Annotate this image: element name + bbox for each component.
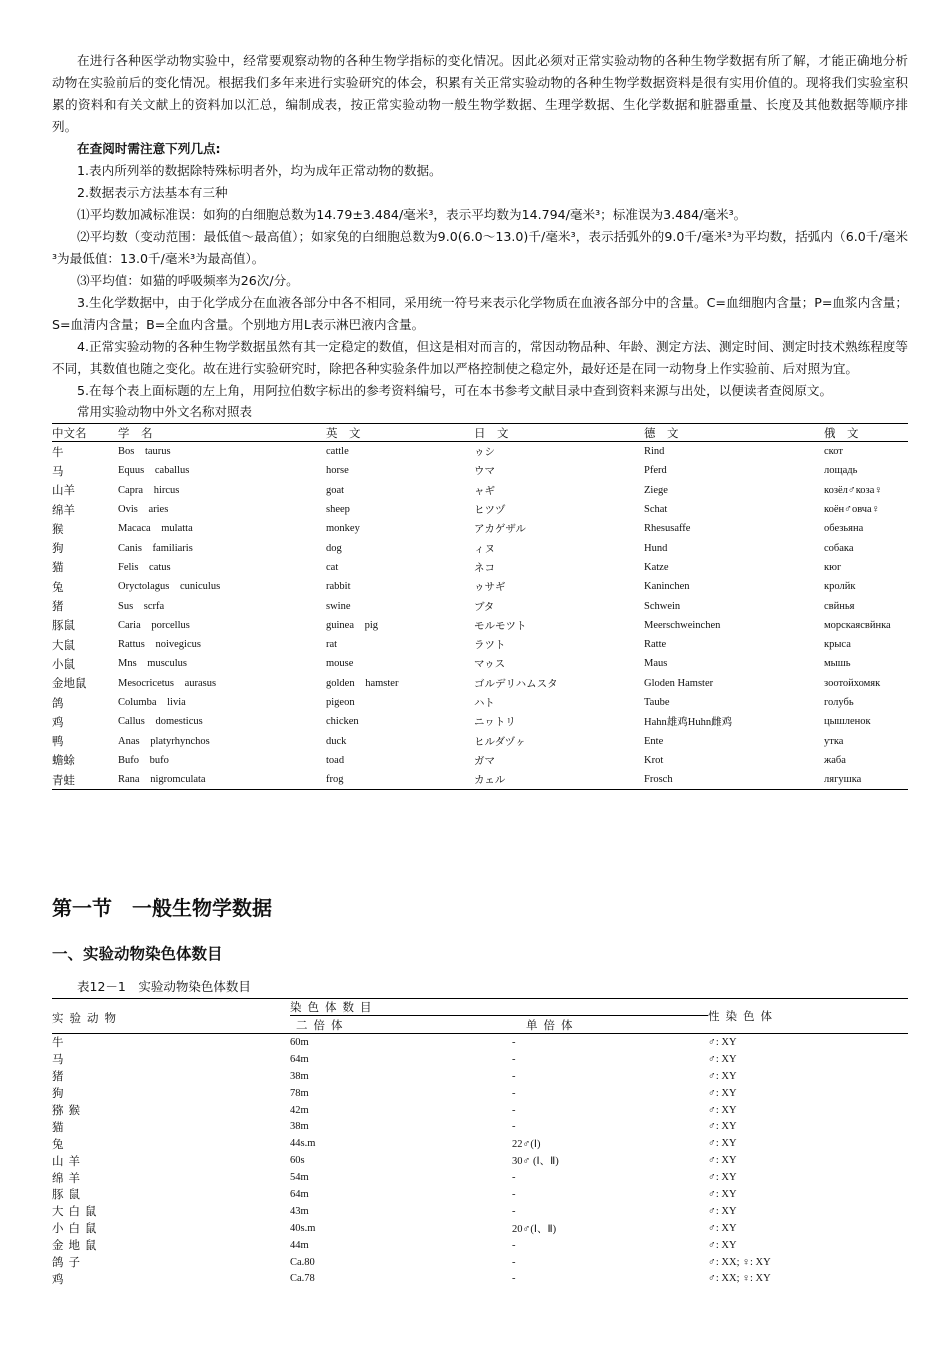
sex-chromosome-cell: ♂: XY <box>708 1070 737 1082</box>
japanese-name-cell: カェル <box>474 774 506 787</box>
german-name-cell: Rhesusaffe <box>644 523 691 535</box>
japanese-name-cell: ハト <box>474 697 495 709</box>
latin-name-cell: Macaca mulatta <box>118 523 193 535</box>
chinese-name-cell: 马 <box>52 463 64 478</box>
german-name-cell: Katze <box>644 561 669 573</box>
latin-name-cell: Bufo bufo <box>118 754 169 766</box>
animal-cell: 小白鼠 <box>52 1221 102 1236</box>
latin-name-cell: Mesocricetus aurasus <box>118 677 217 689</box>
table-row <box>52 1102 908 1119</box>
animal-cell: 猕猴 <box>52 1103 85 1117</box>
russian-name-cell: коён♂овча♀ <box>824 504 880 516</box>
diploid-cell: 38m <box>290 1121 309 1133</box>
animal-cell: 鸽子 <box>52 1255 85 1270</box>
english-name-cell: monkey <box>326 523 360 535</box>
latin-name-cell: Bos taurus <box>118 446 171 458</box>
animal-cell: 猪 <box>52 1069 69 1084</box>
latin-name-cell: Felis catus <box>118 561 171 573</box>
chinese-name-cell: 猫 <box>52 560 64 575</box>
german-name-cell: Ratte <box>644 639 667 651</box>
note-2c: ⑶平均值：如猫的呼吸频率为26次/分。 <box>77 273 299 288</box>
haploid-cell: - <box>512 1104 516 1116</box>
latin-name-cell: Sus scrfa <box>118 600 165 612</box>
animal-cell: 猫 <box>52 1119 69 1134</box>
chinese-name-cell: 兔 <box>52 579 64 594</box>
diploid-cell: 42m <box>290 1104 309 1116</box>
header-sex-chromosome: 性染色体 <box>708 999 908 1034</box>
table-row <box>52 635 908 654</box>
latin-name-cell: Ovis aries <box>118 504 169 516</box>
page <box>52 50 908 790</box>
japanese-name-cell: ヒツヅ <box>474 504 506 517</box>
animal-cell: 金地鼠 <box>52 1238 102 1253</box>
chinese-name-cell: 金地鼠 <box>52 676 87 691</box>
japanese-name-cell: アカゲザル <box>474 523 526 536</box>
latin-name-cell: Rattus noivegicus <box>118 639 201 651</box>
russian-name-cell: кролйк <box>824 581 856 593</box>
english-name-cell: rabbit <box>326 581 351 593</box>
animal-cell: 兔 <box>52 1136 69 1151</box>
table-row <box>52 1186 908 1203</box>
english-name-cell: golden hamster <box>326 677 399 689</box>
table-row <box>52 442 908 462</box>
latin-name-cell: Callus domesticus <box>118 716 203 728</box>
japanese-name-cell: ヒルダヅヶ <box>474 735 526 748</box>
english-name-cell: pigeon <box>326 697 355 708</box>
diploid-cell: 54m <box>290 1172 309 1184</box>
haploid-cell: - <box>512 1121 516 1133</box>
russian-name-cell: морскаясвйнка <box>824 619 891 631</box>
diploid-cell: 60m <box>290 1036 309 1048</box>
section-title: 第一节 一般生物学数据 <box>52 896 272 920</box>
russian-name-cell: свйнья <box>824 600 855 612</box>
latin-name-cell: Equus caballus <box>118 465 190 477</box>
latin-name-cell: Columba livia <box>118 697 186 708</box>
haploid-cell: 22♂(Ⅰ) <box>512 1138 541 1150</box>
haploid-cell: 20♂(Ⅰ、Ⅱ) <box>512 1223 557 1235</box>
sex-chromosome-cell: ♂: XY <box>708 1222 737 1234</box>
header-chinese: 中文名 <box>52 424 118 442</box>
table-row <box>52 731 908 750</box>
animal-names-table <box>52 423 908 790</box>
german-name-cell: Taube <box>644 697 670 708</box>
chinese-name-cell: 鸭 <box>52 734 64 749</box>
german-name-cell: Hahn雄鸡Huhn雌鸡 <box>644 717 733 729</box>
english-name-cell: chicken <box>326 716 359 728</box>
japanese-name-cell: ゴルデリハムスタ <box>474 677 558 690</box>
names-table-body <box>52 442 908 790</box>
animal-cell: 鸡 <box>52 1271 69 1286</box>
chinese-name-cell: 蟾蜍 <box>52 753 75 768</box>
japanese-name-cell: ラツト <box>474 639 506 652</box>
russian-name-cell: козёл♂коза♀ <box>824 484 883 496</box>
english-name-cell: duck <box>326 735 347 747</box>
russian-name-cell: обезьяна <box>824 523 864 535</box>
russian-name-cell: лягушка <box>824 774 862 786</box>
haploid-cell: - <box>512 1036 516 1048</box>
russian-name-cell: голубь <box>824 697 854 708</box>
table-row <box>52 1203 908 1220</box>
table-row <box>52 693 908 712</box>
note-3: 3.生化学数据中，由于化学成分在血液各部分中各不相同，采用统一符号来表示化学物质在血液各部分中的含量。C=血细胞内含量；P=血浆内含量；S=血清内含量；B=全血内含量。个别地方用L表示淋巴液内含量。 <box>52 295 908 332</box>
diploid-cell: 78m <box>290 1087 309 1099</box>
table-row <box>52 577 908 596</box>
table-row <box>52 481 908 500</box>
german-name-cell: Ziege <box>644 484 668 496</box>
english-name-cell: guinea pig <box>326 619 379 631</box>
table-row <box>52 1237 908 1254</box>
note-2a: ⑴平均数加减标准误：如狗的白细胞总数为14.79±3.484/毫米³，表示平均数为14.794/毫米³；标准误为3.484/毫米³。 <box>77 207 747 222</box>
german-name-cell: Krot <box>644 754 664 766</box>
english-name-cell: dog <box>326 542 342 554</box>
diploid-cell: Ca.78 <box>290 1273 315 1285</box>
sex-chromosome-cell: ♂: XY <box>708 1053 737 1065</box>
table-row <box>52 558 908 577</box>
header-chromosome-count: 染色体数目 <box>290 999 708 1016</box>
haploid-cell: - <box>512 1205 516 1217</box>
german-name-cell: Schat <box>644 504 668 516</box>
note-2: 2.数据表示方法基本有三种 <box>77 185 228 200</box>
german-name-cell: Schwein <box>644 600 681 612</box>
japanese-name-cell: モルモツト <box>474 619 527 632</box>
notes-heading: 在查阅时需注意下列几点: <box>77 141 221 156</box>
haploid-cell: - <box>512 1172 516 1184</box>
sex-chromosome-cell: ♂: XY <box>708 1121 737 1133</box>
chinese-name-cell: 大鼠 <box>52 637 75 652</box>
russian-name-cell: жаба <box>824 754 846 766</box>
english-name-cell: cattle <box>326 446 349 458</box>
german-name-cell: Hund <box>644 542 668 554</box>
table-row <box>52 596 908 615</box>
sex-chromosome-cell: ♂: XY <box>708 1138 737 1150</box>
chinese-name-cell: 鸽 <box>52 695 64 710</box>
diploid-cell: 64m <box>290 1053 309 1065</box>
note-4: 4.正常实验动物的各种生物学数据虽然有其一定稳定的数值，但这是相对而言的，常因动物品种、年龄、测定方法、测定时间、测定时技术熟练程度等不同，其数值也随之变化。故在进行实验研究时，除把各种实验条件加以严格控制使之稳定外，最好还是在同一动物身上作实验前、后对照为宜。 <box>52 339 908 376</box>
latin-name-cell: Capra hircus <box>118 484 180 496</box>
chinese-name-cell: 山羊 <box>52 483 75 498</box>
german-name-cell: Kaninchen <box>644 581 690 593</box>
intro-paragraph: 在进行各种医学动物实验中，经常要观察动物的各种生物学指标的变化情况。因此必须对正常实验动物的各种生物学数据有所了解，才能正确地分析动物在实验前后的变化情况。根据我们多年来进行实验研究的体会，积累有关正常实验动物的各种生物学数据资料是很有实用价值的。现将我们实验室积累的资料和有关文献上的资料加以汇总，编制成表，按正常实验动物一般生物学数据、生理学数据、生化学数据和脏器重量、长度及其他数据等顺序排列。 <box>52 53 908 134</box>
english-name-cell: toad <box>326 754 345 766</box>
japanese-name-cell: ニヮトリ <box>474 716 516 729</box>
haploid-cell: - <box>512 1087 516 1099</box>
animal-cell: 牛 <box>52 1035 69 1050</box>
sex-chromosome-cell: ♂: XX; ♀: XY <box>708 1273 771 1285</box>
table-row <box>52 1270 908 1287</box>
haploid-cell: - <box>512 1188 516 1200</box>
english-name-cell: cat <box>326 561 339 573</box>
chinese-name-cell: 狗 <box>52 541 64 556</box>
table-row <box>52 1254 908 1271</box>
russian-name-cell: собака <box>824 542 854 554</box>
russian-name-cell: мышь <box>824 658 851 670</box>
note-5: 5.在每个表上面标题的左上角，用阿拉伯数字标出的参考资料编号，可在本书参考文献目录中查到资料来源与出处，以便读者查阅原文。 <box>77 383 833 398</box>
header-animal: 实验动物 <box>52 999 290 1034</box>
latin-name-cell: Anas platyrhynchos <box>118 735 210 747</box>
japanese-name-cell: ブタ <box>474 600 495 613</box>
header-german: 德 文 <box>644 424 824 442</box>
table-row <box>52 461 908 480</box>
russian-name-cell: утка <box>824 735 844 747</box>
sex-chromosome-cell: ♂: XY <box>708 1155 737 1167</box>
haploid-cell: - <box>512 1273 516 1285</box>
animal-cell: 绵羊 <box>52 1170 85 1185</box>
japanese-name-cell: ャギ <box>474 484 495 497</box>
table-row <box>52 770 908 790</box>
english-name-cell: swine <box>326 600 351 612</box>
sex-chromosome-cell: ♂: XY <box>708 1104 737 1116</box>
haploid-cell: - <box>512 1256 516 1268</box>
latin-name-cell: Canis familiaris <box>118 542 193 554</box>
haploid-cell: 30♂ (Ⅰ、Ⅱ) <box>512 1156 559 1168</box>
latin-name-cell: Caria porcellus <box>118 619 190 631</box>
sex-chromosome-cell: ♂: XY <box>708 1239 737 1251</box>
russian-name-cell: зоотойхомяк <box>824 677 881 689</box>
sex-chromosome-cell: ♂: XX; ♀: XY <box>708 1256 771 1268</box>
table-row <box>52 1118 908 1135</box>
header-japanese: 日 文 <box>474 424 644 442</box>
japanese-name-cell: ネコ <box>474 561 495 574</box>
chinese-name-cell: 猪 <box>52 599 64 614</box>
chromosome-table <box>52 998 908 1287</box>
chinese-name-cell: 豚鼠 <box>52 618 75 633</box>
sex-chromosome-cell: ♂: XY <box>708 1205 737 1217</box>
english-name-cell: mouse <box>326 658 354 670</box>
english-name-cell: rat <box>326 639 338 651</box>
german-name-cell: Ente <box>644 735 664 747</box>
names-table-header <box>52 424 908 442</box>
header-english: 英 文 <box>326 424 474 442</box>
german-name-cell: Frosch <box>644 774 673 786</box>
russian-name-cell: лощадь <box>824 465 858 477</box>
japanese-name-cell: ウマ <box>474 465 495 478</box>
table-row <box>52 1085 908 1102</box>
diploid-cell: 44m <box>290 1239 309 1251</box>
animal-cell: 大白鼠 <box>52 1204 102 1219</box>
diploid-cell: 40s.m <box>290 1222 316 1234</box>
german-name-cell: Rind <box>644 446 665 458</box>
subsection-title: 一、实验动物染色体数目 <box>52 945 223 963</box>
japanese-name-cell: ゥサギ <box>474 581 506 594</box>
sex-chromosome-cell: ♂: XY <box>708 1188 737 1200</box>
table-row <box>52 500 908 519</box>
russian-name-cell: крыса <box>824 639 851 651</box>
table-row <box>52 616 908 635</box>
table-row <box>52 1034 908 1051</box>
chromosome-table-body <box>52 1034 908 1288</box>
english-name-cell: sheep <box>326 504 350 516</box>
japanese-name-cell: ィヌ <box>474 542 495 555</box>
diploid-cell: 38m <box>290 1070 309 1082</box>
german-name-cell: Pferd <box>644 465 667 477</box>
german-name-cell: Gloden Hamster <box>644 677 714 689</box>
diploid-cell: Ca.80 <box>290 1256 315 1268</box>
chinese-name-cell: 牛 <box>52 444 64 459</box>
table-row <box>52 1152 908 1169</box>
table-row <box>52 1135 908 1152</box>
table-row <box>52 712 908 731</box>
chromosome-table-caption: 表12－1 实验动物染色体数目 <box>77 979 251 994</box>
table-row <box>52 538 908 557</box>
names-table-caption: 常用实验动物中外文名称对照表 <box>77 404 253 419</box>
table-row <box>52 1051 908 1068</box>
table-row <box>52 519 908 538</box>
header-russian: 俄 文 <box>824 424 908 442</box>
table-row <box>52 654 908 673</box>
table-row <box>52 674 908 693</box>
sex-chromosome-cell: ♂: XY <box>708 1036 737 1048</box>
animal-cell: 马 <box>52 1052 69 1067</box>
table-row <box>52 1169 908 1186</box>
russian-name-cell: скот <box>824 446 843 458</box>
haploid-cell: - <box>512 1239 516 1251</box>
table-row <box>52 751 908 770</box>
diploid-cell: 43m <box>290 1205 309 1217</box>
animal-cell: 狗 <box>52 1086 69 1101</box>
latin-name-cell: Oryctolagus cuniculus <box>118 581 221 593</box>
note-1: 1.表内所列举的数据除特殊标明者外，均为成年正常动物的数据。 <box>77 163 442 178</box>
table-row <box>52 1068 908 1085</box>
japanese-name-cell: ガマ <box>474 754 495 767</box>
chinese-name-cell: 猴 <box>52 521 64 536</box>
animal-cell: 山羊 <box>52 1153 85 1168</box>
russian-name-cell: цышленок <box>824 716 871 728</box>
japanese-name-cell: マゥス <box>474 658 506 671</box>
haploid-cell: - <box>512 1053 516 1065</box>
animal-cell: 豚鼠 <box>52 1187 85 1202</box>
header-haploid: 单倍体 <box>512 1016 708 1034</box>
diploid-cell: 64m <box>290 1188 309 1200</box>
german-name-cell: Maus <box>644 658 668 670</box>
sex-chromosome-cell: ♂: XY <box>708 1087 737 1099</box>
latin-name-cell: Mns musculus <box>118 658 187 670</box>
german-name-cell: Meerschweinchen <box>644 619 721 631</box>
note-2b: ⑵平均数（变动范围：最低值～最高值）；如家兔的白细胞总数为9.0(6.0～13.0)千/毫米³，表示括弧外的9.0千/毫米³为平均数，括弧内（6.0千/毫米³为最低值：13.0千/毫米³为最高值）。 <box>52 229 908 266</box>
english-name-cell: goat <box>326 484 345 496</box>
chinese-name-cell: 绵羊 <box>52 502 75 517</box>
header-diploid: 二倍体 <box>290 1016 512 1034</box>
chinese-name-cell: 青蛙 <box>52 772 75 787</box>
english-name-cell: horse <box>326 465 349 477</box>
diploid-cell: 60s <box>290 1155 305 1167</box>
table-row <box>52 1220 908 1237</box>
diploid-cell: 44s.m <box>290 1138 316 1150</box>
english-name-cell: frog <box>326 774 344 786</box>
latin-name-cell: Rana nigromculata <box>118 774 206 786</box>
chinese-name-cell: 小鼠 <box>52 656 75 671</box>
sex-chromosome-cell: ♂: XY <box>708 1172 737 1184</box>
chinese-name-cell: 鸡 <box>52 714 64 729</box>
header-latin: 学 名 <box>118 424 326 442</box>
haploid-cell: - <box>512 1070 516 1082</box>
russian-name-cell: кюг <box>824 561 842 573</box>
japanese-name-cell: ゥシ <box>474 446 495 459</box>
